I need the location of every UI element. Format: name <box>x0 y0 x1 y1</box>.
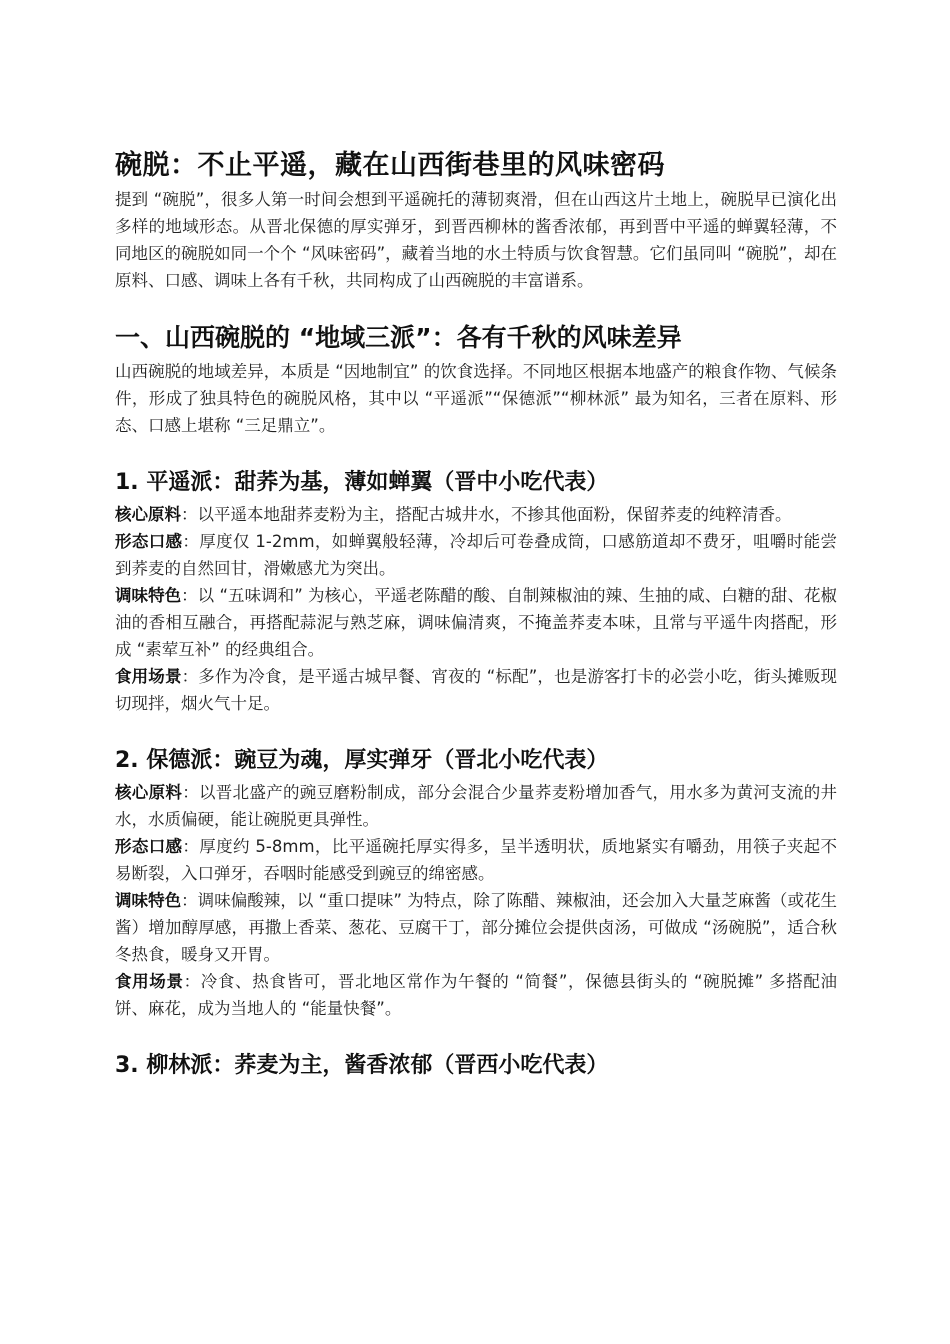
item-label: 食用场景 <box>115 667 182 686</box>
item-text: ：多作为冷食，是平遥古城早餐、宵夜的 “标配”，也是游客打卡的必尝小吃，街头摊贩现切现拌，烟火气十足。 <box>115 667 838 713</box>
intro-paragraph: 提到 “碗脱”，很多人第一时间会想到平遥碗托的薄韧爽滑，但在山西这片土地上，碗脱早已演化出多样的地域形态。从晋北保德的厚实弹牙，到晋西柳林的酱香浓郁，再到晋中平遥的蝉翼轻薄，不同地区的碗脱如同一个个 “风味密码”，藏着当地的水土特质与饮食智慧。它们虽同叫 “碗脱”，却在原料、口感、调味上各有千秋，共同构成了山西碗脱的丰富谱系。 <box>115 190 837 290</box>
item-text: ：厚度仅 1-2mm，如蝉翼般轻薄，冷却后可卷叠成筒，口感筋道却不费牙，咀嚼时能尝到荞麦的自然回甘，滑嫩感尤为突出。 <box>115 532 838 578</box>
item-text: ：以平遥本地甜荞麦粉为主，搭配古城井水，不掺其他面粉，保留荞麦的纯粹清香。 <box>181 505 792 524</box>
item-label: 调味特色 <box>115 586 182 605</box>
section-intro-paragraph: 山西碗脱的地域差异，本质是 “因地制宜” 的饮食选择。不同地区根据本地盛产的粮食作物、气候条件，形成了独具特色的碗脱风格，其中以 “平遥派”“保德派”“柳林派” 最为知名，三者在原料、形态、口感上堪称 “三足鼎立”。 <box>115 362 837 435</box>
pingyao-item-seasoning <box>115 582 837 663</box>
baode-item-ingredients <box>115 779 837 833</box>
subsection-heading-liulin: 3. 柳林派：荞麦为主，酱香浓郁（晋西小吃代表） <box>115 1053 609 1078</box>
pingyao-item-occasion <box>115 663 837 717</box>
item-label: 食用场景 <box>115 972 184 991</box>
item-label: 核心原料 <box>115 505 181 524</box>
document-content <box>115 146 837 1084</box>
baode-item-texture <box>115 833 837 887</box>
pingyao-item-texture <box>115 528 837 582</box>
subsection-heading-baode: 2. 保德派：豌豆为魂，厚实弹牙（晋北小吃代表） <box>115 748 609 773</box>
section-heading-regional-styles: 一、山西碗脱的 “地域三派”：各有千秋的风味差异 <box>115 323 682 352</box>
pingyao-item-ingredients <box>115 501 837 528</box>
baode-item-seasoning <box>115 887 837 968</box>
item-text: ：厚度约 5-8mm，比平遥碗托厚实得多，呈半透明状，质地紧实有嚼劲，用筷子夹起不易断裂，入口弹牙，吞咽时能感受到豌豆的绵密感。 <box>115 837 838 883</box>
item-label: 核心原料 <box>115 783 183 802</box>
document-title: 碗脱：不止平遥，藏在山西街巷里的风味密码 <box>115 150 665 181</box>
item-label: 形态口感 <box>115 837 183 856</box>
item-label: 调味特色 <box>115 891 182 910</box>
baode-item-occasion <box>115 968 837 1022</box>
subsection-heading-pingyao: 1. 平遥派：甜荞为基，薄如蝉翼（晋中小吃代表） <box>115 470 609 495</box>
item-text: ：冷食、热食皆可，晋北地区常作为午餐的 “简餐”，保德县街头的 “碗脱摊” 多搭配油饼、麻花，成为当地人的 “能量快餐”。 <box>115 972 838 1018</box>
item-text: ：以 “五味调和” 为核心，平遥老陈醋的酸、自制辣椒油的辣、生抽的咸、白糖的甜、花椒油的香相互融合，再搭配蒜泥与熟芝麻，调味偏清爽，不掩盖荞麦本味，且常与平遥牛肉搭配，形成 “素荤互补” 的经典组合。 <box>115 586 838 659</box>
item-text: ：以晋北盛产的豌豆磨粉制成，部分会混合少量荞麦粉增加香气，用水多为黄河支流的井水，水质偏硬，能让碗脱更具弹性。 <box>115 783 838 829</box>
item-label: 形态口感 <box>115 532 183 551</box>
item-text: ：调味偏酸辣，以 “重口提味” 为特点，除了陈醋、辣椒油，还会加入大量芝麻酱（或花生酱）增加醇厚感，再撒上香菜、葱花、豆腐干丁，部分摊位会提供卤汤，可做成 “汤碗脱”，适合秋冬热食，暖身又开胃。 <box>115 891 838 964</box>
